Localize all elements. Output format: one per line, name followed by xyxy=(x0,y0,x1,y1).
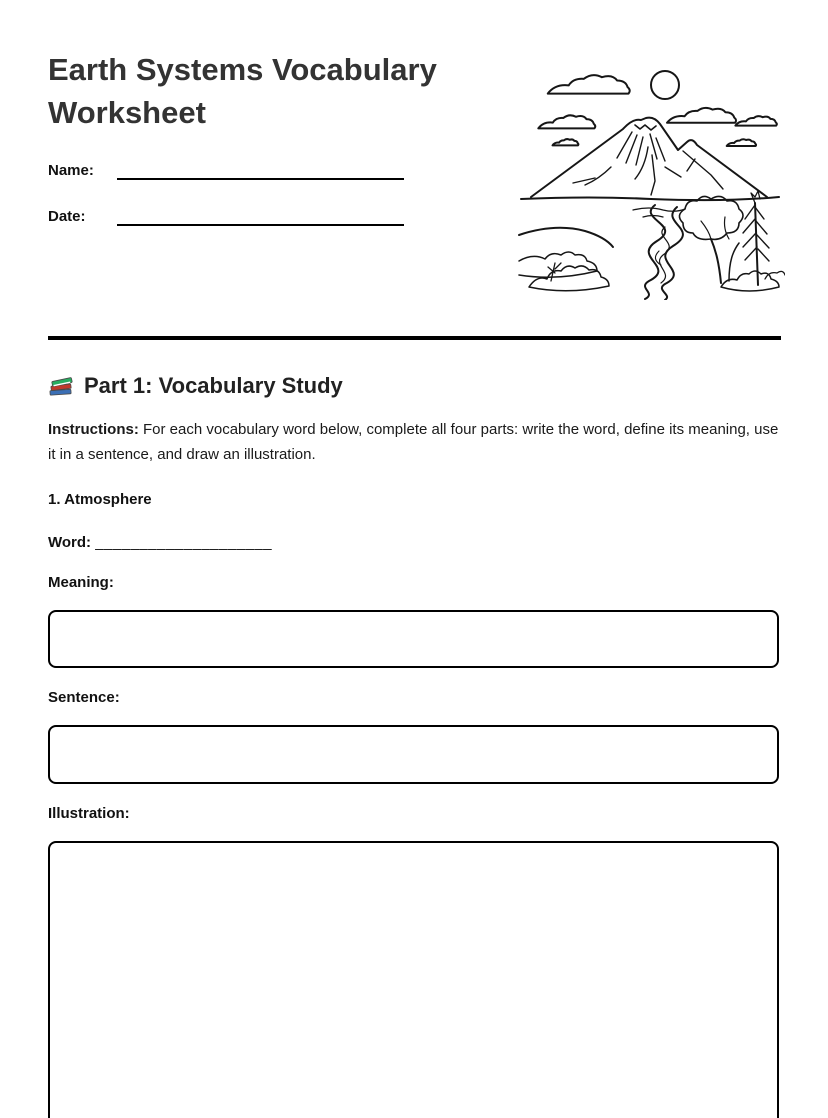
date-input-line[interactable] xyxy=(117,206,404,226)
sentence-label: Sentence: xyxy=(48,689,120,706)
part1-heading-row xyxy=(48,373,779,399)
books-icon xyxy=(48,374,74,398)
meaning-answer-box[interactable] xyxy=(48,610,779,668)
section-divider xyxy=(48,336,781,340)
river xyxy=(645,205,665,299)
instructions-paragraph xyxy=(48,417,779,467)
illustration-answer-box[interactable] xyxy=(48,841,779,1118)
mountain-landscape-illustration xyxy=(515,55,785,300)
page-title: Earth Systems Vocabulary Worksheet xyxy=(48,52,437,130)
tree xyxy=(711,239,721,283)
name-label: Name: xyxy=(48,162,94,179)
instructions-label: Instructions: xyxy=(48,421,139,438)
sentence-answer-box[interactable] xyxy=(48,725,779,784)
meaning-label: Meaning: xyxy=(48,574,114,591)
pine-tree xyxy=(755,203,758,285)
word-label: Word: xyxy=(48,534,96,551)
instructions-text: For each vocabulary word below, complete all four parts: write the word, define its meaning, use it in a sentence, and draw an illustration. xyxy=(48,421,779,463)
illustration-label: Illustration: xyxy=(48,805,130,822)
word-row xyxy=(48,534,779,552)
part1-heading: Part 1: Vocabulary Study xyxy=(84,373,343,398)
name-input-line[interactable] xyxy=(117,160,404,180)
vocab-item-number: 1. Atmosphere xyxy=(48,491,152,508)
word-blank-line[interactable]: ____________________ xyxy=(95,534,273,551)
sun xyxy=(651,71,679,99)
date-label: Date: xyxy=(48,208,86,225)
mountain xyxy=(531,118,767,197)
